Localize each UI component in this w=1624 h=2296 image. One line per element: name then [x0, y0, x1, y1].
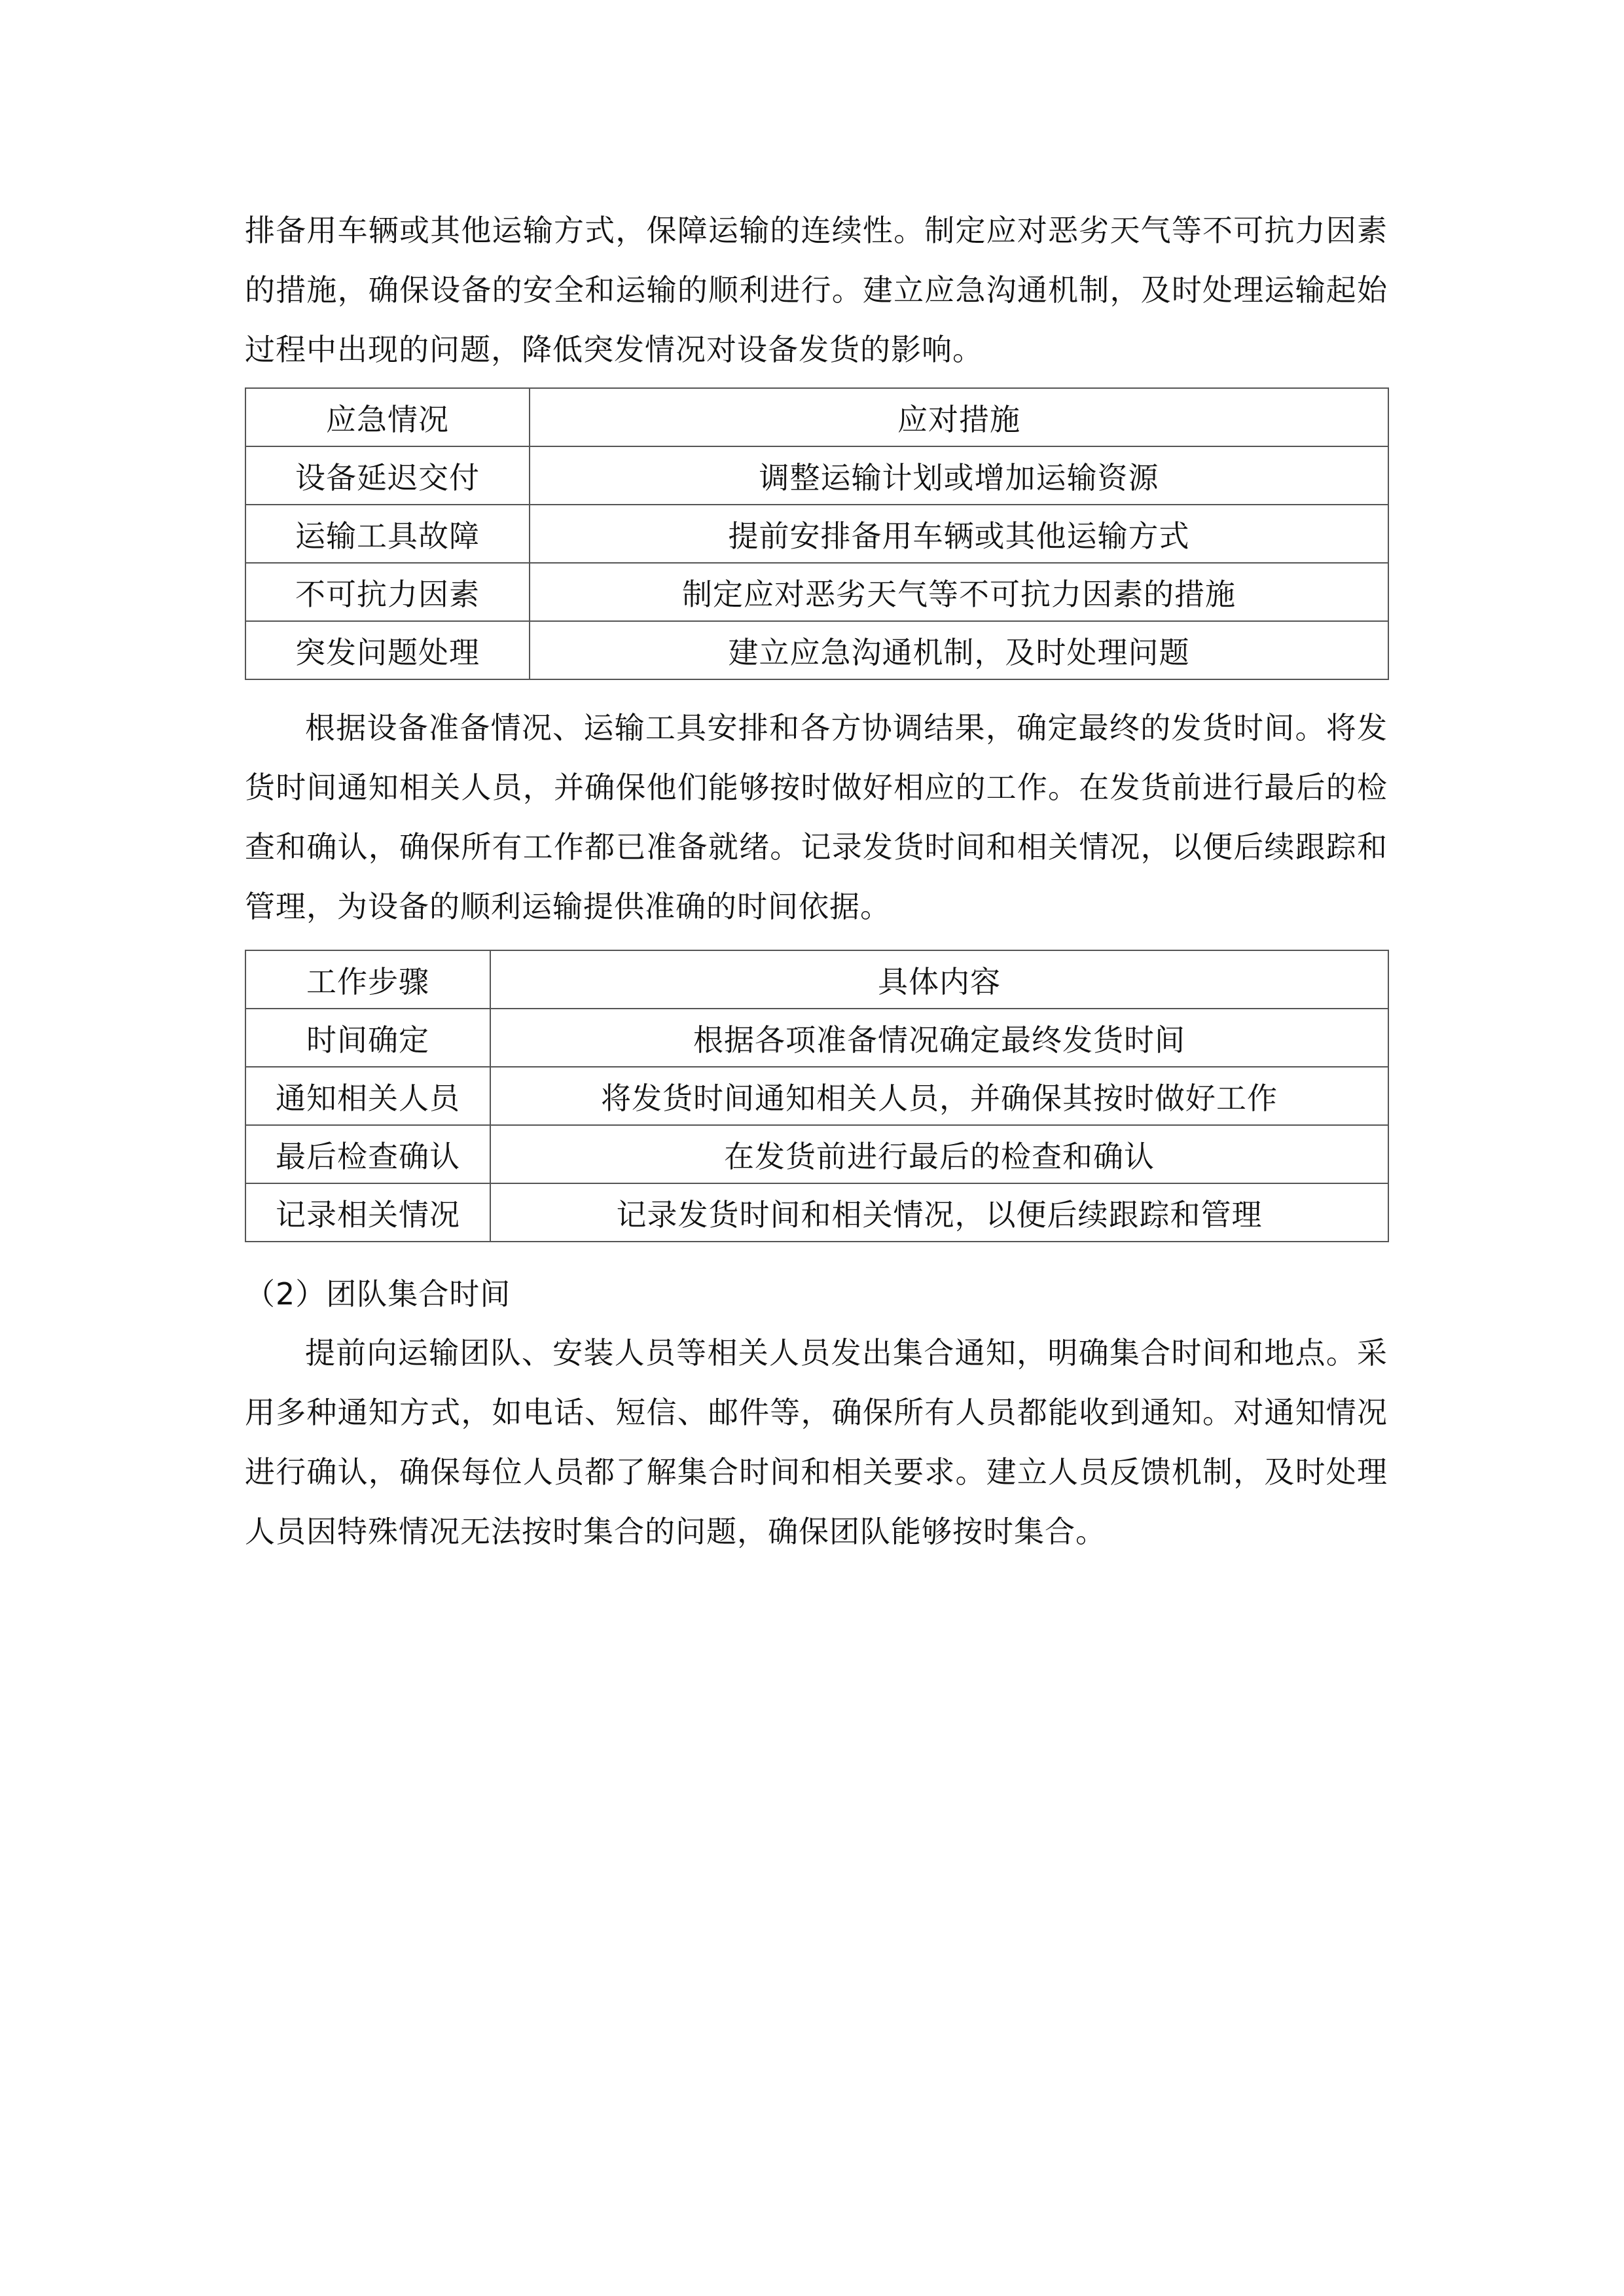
- table-row: [245, 621, 1388, 679]
- table-header-row: [245, 950, 1388, 1009]
- table-row: [245, 446, 1388, 505]
- table-row: [245, 1009, 1388, 1067]
- paragraph-transport-continuity: 排备用车辆或其他运输方式，保障运输的连续性。制定应对恶劣天气等不可抗力因素的措施，确保设备的安全和运输的顺利进行。建立应急沟通机制，及时处理运输起始过程中出现的问题，降低突发情况对设备发货的影响。: [245, 213, 1388, 367]
- table-cell: 突发问题处理: [245, 621, 530, 679]
- table-cell: 时间确定: [245, 1009, 490, 1067]
- table-header-cell: 工作步骤: [245, 950, 490, 1009]
- table-header-row: [245, 388, 1388, 446]
- table-cell: 将发货时间通知相关人员，并确保其按时做好工作: [490, 1067, 1388, 1125]
- table-header-cell: 具体内容: [490, 950, 1388, 1009]
- table-row: [245, 505, 1388, 563]
- table-header-cell: 应对措施: [530, 388, 1388, 446]
- paragraph-team-assembly: 提前向运输团队、安装人员等相关人员发出集合通知，明确集合时间和地点。采用多种通知方式，如电话、短信、邮件等，确保所有人员都能收到通知。对通知情况进行确认，确保每位人员都了解集合时间和相关要求。建立人员反馈机制，及时处理人员因特殊情况无法按时集合的问题，确保团队能够按时集合。: [245, 1335, 1388, 1549]
- table-cell: 在发货前进行最后的检查和确认: [490, 1125, 1388, 1183]
- section-heading-team-assembly: （2）团队集合时间: [245, 1276, 511, 1312]
- table-header-cell: 应急情况: [245, 388, 530, 446]
- table-cell: 记录相关情况: [245, 1183, 490, 1242]
- table-row: [245, 1125, 1388, 1183]
- work-steps-table: [245, 950, 1389, 1242]
- table-cell: 制定应对恶劣天气等不可抗力因素的措施: [530, 563, 1388, 621]
- table-cell: 最后检查确认: [245, 1125, 490, 1183]
- table-cell: 设备延迟交付: [245, 446, 530, 505]
- table-cell: 根据各项准备情况确定最终发货时间: [490, 1009, 1388, 1067]
- table-cell: 提前安排备用车辆或其他运输方式: [530, 505, 1388, 563]
- table-cell: 记录发货时间和相关情况，以便后续跟踪和管理: [490, 1183, 1388, 1242]
- table-cell: 建立应急沟通机制，及时处理问题: [530, 621, 1388, 679]
- emergency-measures-table: [245, 387, 1389, 680]
- table-row: [245, 1183, 1388, 1242]
- paragraph-shipping-time: 根据设备准备情况、运输工具安排和各方协调结果，确定最终的发货时间。将发货时间通知相关人员，并确保他们能够按时做好相应的工作。在发货前进行最后的检查和确认，确保所有工作都已准备就绪。记录发货时间和相关情况，以便后续跟踪和管理，为设备的顺利运输提供准确的时间依据。: [245, 710, 1388, 924]
- table-row: [245, 563, 1388, 621]
- table-cell: 调整运输计划或增加运输资源: [530, 446, 1388, 505]
- table-cell: 运输工具故障: [245, 505, 530, 563]
- table-row: [245, 1067, 1388, 1125]
- table-cell: 通知相关人员: [245, 1067, 490, 1125]
- table-cell: 不可抗力因素: [245, 563, 530, 621]
